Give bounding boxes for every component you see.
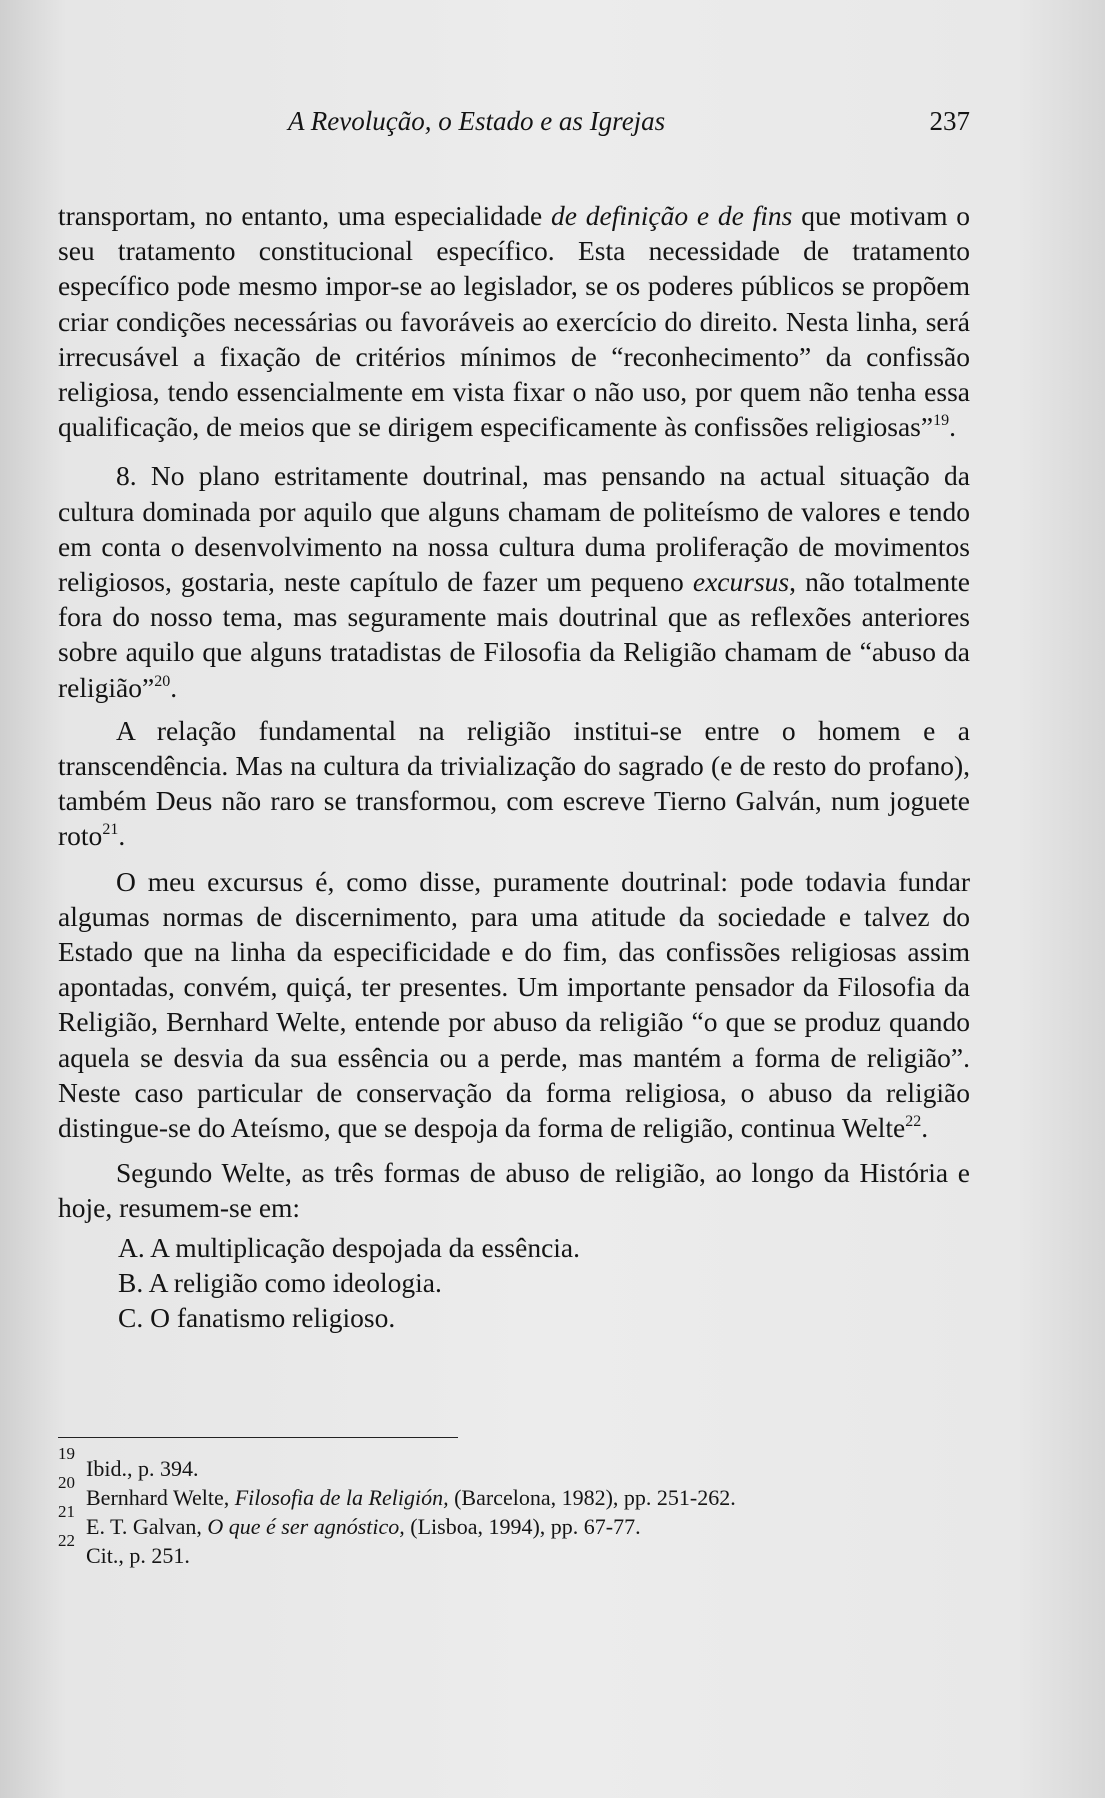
- text-span: A relação fundamental na religião institui-se entre o homem e a transcendência. Mas na cultura da trivialização do sagrado (e de resto do profano), também Deus não raro se transformou, com escreve Tierno Galván, num joguete roto: [58, 714, 970, 852]
- footnote-number: 21: [58, 1502, 75, 1521]
- list-item: B. A religião como ideologia.: [118, 1266, 442, 1298]
- text-span: Ibid., p. 394.: [86, 1456, 199, 1481]
- paragraph-4: [58, 864, 970, 1146]
- text-span: E. T. Galvan,: [86, 1514, 208, 1539]
- text-span: O meu excursus é, como disse, puramente doutrinal: pode todavia fundar algumas normas de discernimento, para uma atitude da sociedade e talvez do Estado que na linha da especificidade e do fim, das confissões religiosas assim apontadas, convém, quiçá, ter presentes. Um importante pensador da Filosofia da Religião, Bernhard Welte, entende por abuso da religião “o que se produz quando aquela se desvia da sua essência ou a perde, mas mantém a forma de religião”. Neste caso particular de conservação da forma religiosa, o abuso da religião distingue-se do Ateísmo, que se despoja da forma de religião, continua Welte: [58, 865, 970, 1144]
- footnote-divider: [58, 1437, 458, 1438]
- text-span: .: [921, 1112, 929, 1144]
- text-span: , não totalmente fora do nosso tema, mas seguramente mais doutrinal que as reflexões anteriores sobre aquilo que alguns tratadistas de Filosofia da Religião chamam de “abuso da religião”: [58, 566, 970, 703]
- text-span: Segundo Welte, as três formas de abuso de religião, ao longo da História e hoje, resumem-se em:: [58, 1157, 970, 1224]
- text-span: .: [949, 411, 956, 443]
- text-span: transportam, no entanto, uma especialidade: [58, 200, 551, 231]
- text-span: .: [118, 820, 126, 852]
- paragraph-3: [58, 713, 970, 854]
- footnotes: [58, 1444, 970, 1568]
- list-item: C. O fanatismo religioso.: [118, 1302, 396, 1334]
- footnote-number: 22: [58, 1531, 75, 1550]
- paragraph-1: [58, 198, 970, 444]
- paragraph-5: [58, 1155, 970, 1225]
- footnote-ref-19: 19: [933, 412, 950, 430]
- italic-span: Filosofia de la Religión,: [234, 1485, 449, 1510]
- footnote-20: [58, 1473, 970, 1510]
- footnote-text: [86, 1543, 190, 1569]
- text-span: 8. No plano estritamente doutrinal, mas pensando na actual situação da cultura dominada por aquilo que alguns chamam de politeísmo de valores e tendo em conta o desenvolvimento na nossa cultura duma proliferação de movimentos religiosos, gostaria, neste capítulo de fazer um pequeno: [58, 460, 970, 598]
- footnote-ref-22: 22: [905, 1113, 922, 1131]
- footnote-19: [58, 1444, 970, 1481]
- running-header: [58, 100, 970, 144]
- footnote-number: 20: [58, 1473, 75, 1492]
- list-item: A. A multiplicação despojada da essência.: [118, 1231, 581, 1263]
- footnote-21: [58, 1502, 970, 1539]
- italic-span: excursus: [692, 566, 790, 598]
- body-text: [58, 198, 970, 1335]
- text-span: Cit., p. 251.: [86, 1543, 190, 1568]
- text-span: (Lisboa, 1994), pp. 67-77.: [404, 1514, 641, 1539]
- footnote-number: 19: [58, 1444, 75, 1463]
- text-span: Bernhard Welte,: [86, 1485, 235, 1510]
- abuse-forms-list: [118, 1230, 970, 1336]
- footnote-22: [58, 1531, 970, 1568]
- footnote-ref-20: 20: [154, 672, 171, 690]
- text-span: (Barcelona, 1982), pp. 251-262.: [448, 1485, 736, 1510]
- text-span: .: [170, 671, 178, 703]
- page-number: 237: [929, 106, 970, 136]
- italic-span: de definição e de fins: [551, 200, 793, 231]
- running-title: A Revolução, o Estado e as Igrejas: [288, 106, 666, 136]
- paragraph-2: [58, 458, 970, 704]
- footnote-ref-21: 21: [102, 821, 119, 839]
- italic-span: O que é ser agnóstico,: [207, 1514, 405, 1539]
- text-span: que motivam o seu tratamento constitucional específico. Esta necessidade de tratamento específico pode mesmo impor-se ao legislador, se os poderes públicos se propõem criar condições necessárias ou favoráveis ao exercício do direito. Nesta linha, será irrecusável a fixação de critérios mínimos de “reconhecimento” da confissão religiosa, tendo essencialmente em vista fixar o não uso, por quem não tenha essa qualificação, de meios que se dirigem especificamente às confissões religiosas”: [58, 200, 971, 443]
